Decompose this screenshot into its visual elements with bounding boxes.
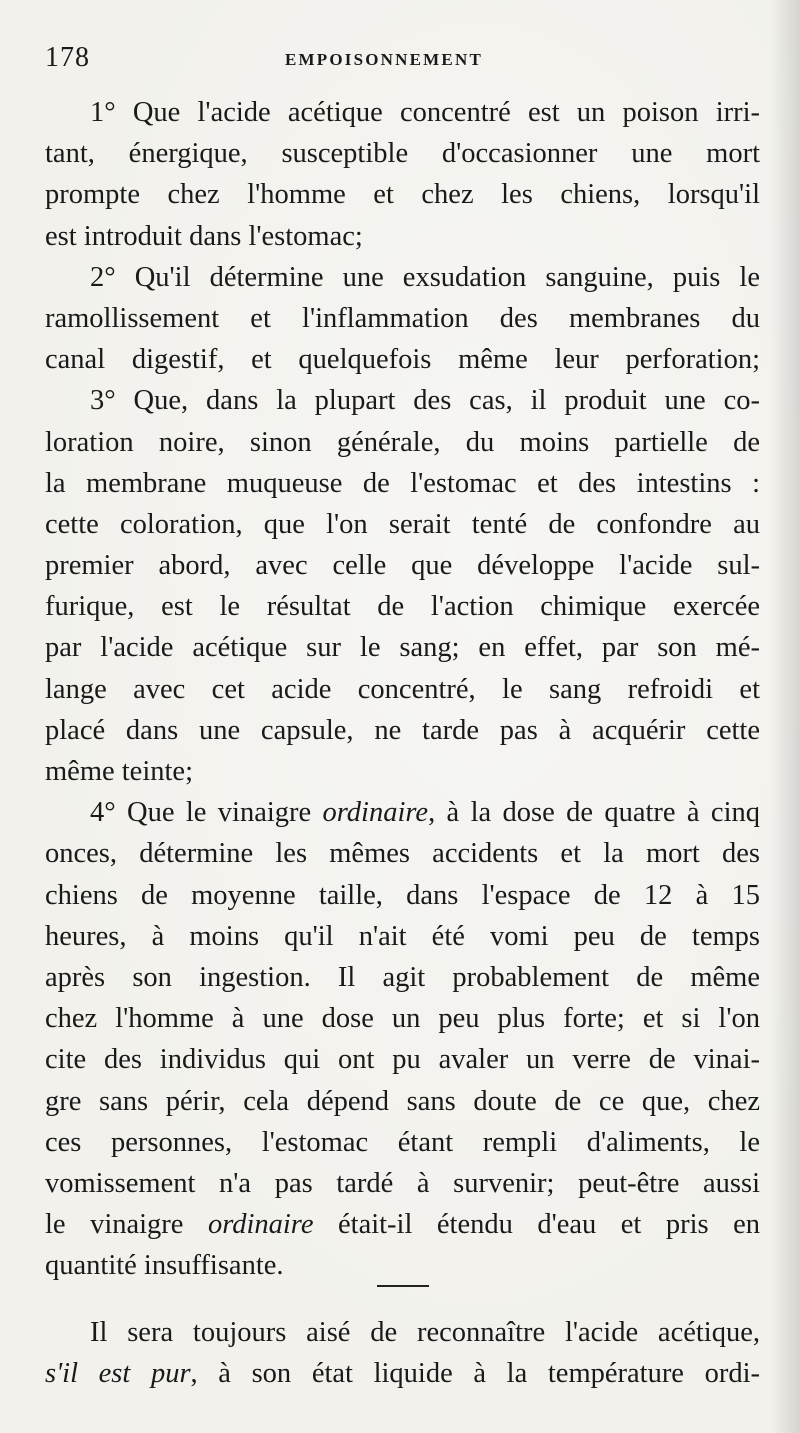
text-line: vomissement n'a pas tardé à survenir; peut-être aussi (45, 1167, 760, 1199)
text-line: prompte chez l'homme et chez les chiens, lorsqu'il (45, 179, 760, 211)
text-run: , à la dose de quatre à cinq (428, 797, 760, 829)
text-run: était-il étendu d'eau et pris en (313, 1209, 760, 1241)
text-line: la membrane muqueuse de l'estomac et des intestins : (45, 467, 760, 499)
text-line: canal digestif, et quelquefois même leur perforation; (45, 344, 760, 376)
text-line: même teinte; (45, 756, 193, 787)
text-line (45, 1204, 760, 1245)
text-line: cette coloration, que l'on serait tenté de confondre au (45, 508, 760, 540)
text-line: chiens de moyenne taille, dans l'espace de 12 à 15 (45, 879, 760, 911)
text-line: lange avec cet acide concentré, le sang refroidi et (45, 673, 760, 705)
text-run: 4° Que le vinaigre (90, 797, 323, 829)
text-run: , à son état liquide à la température ordi- (190, 1358, 760, 1390)
text-line (45, 792, 760, 833)
text-line: heures, à moins qu'il n'ait été vomi peu de temps (45, 920, 760, 952)
running-head: EMPOISONNEMENT (285, 50, 483, 69)
text-line: quantité insuffisante. (45, 1250, 284, 1282)
text-line (45, 1353, 760, 1394)
text-line: ces personnes, l'estomac étant rempli d'aliments, le (45, 1126, 760, 1158)
body-text-after-rule (45, 1312, 760, 1394)
italic-run: ordinaire (207, 1209, 314, 1241)
text-line: loration noire, sinon générale, du moins partielle de (45, 426, 760, 458)
text-line: premier abord, avec celle que développe l'acide sul- (45, 550, 760, 582)
page-number: 178 (45, 42, 90, 73)
text-line: gre sans périr, cela dépend sans doute de ce que, chez (45, 1085, 760, 1117)
section-divider (377, 1285, 429, 1287)
text-line: chez l'homme à une dose un peu plus forte; et si l'on (45, 1003, 760, 1035)
page-header (45, 42, 760, 78)
italic-run: ordinaire (322, 797, 429, 829)
text-run: le vinaigre (45, 1209, 208, 1241)
text-line: onces, détermine les mêmes accidents et la mort des (45, 838, 760, 870)
text-line: 2° Qu'il détermine une exsudation sanguine, puis le (90, 261, 760, 293)
text-line: cite des individus qui ont pu avaler un verre de vinai- (45, 1044, 760, 1076)
page-edge-shadow (770, 0, 800, 1433)
text-line: 1° Que l'acide acétique concentré est un poison irri- (90, 97, 760, 128)
text-line: 3° Que, dans la plupart des cas, il produit une co- (90, 385, 760, 417)
text-line: ramollissement et l'inflammation des membranes du (45, 302, 760, 334)
body-text (45, 92, 760, 1286)
text-line: après son ingestion. Il agit probablement de même (45, 961, 760, 993)
text-line: est introduit dans l'estomac; (45, 220, 363, 252)
text-line: furique, est le résultat de l'action chimique exercée (45, 591, 760, 623)
text-line: Il sera toujours aisé de reconnaître l'acide acétique, (90, 1317, 760, 1348)
italic-run: s'il est pur (45, 1358, 191, 1390)
text-line: tant, énergique, susceptible d'occasionner une mort (45, 138, 760, 170)
text-line: placé dans une capsule, ne tarde pas à acquérir cette (45, 714, 760, 746)
text-line: par l'acide acétique sur le sang; en effet, par son mé- (45, 632, 760, 664)
